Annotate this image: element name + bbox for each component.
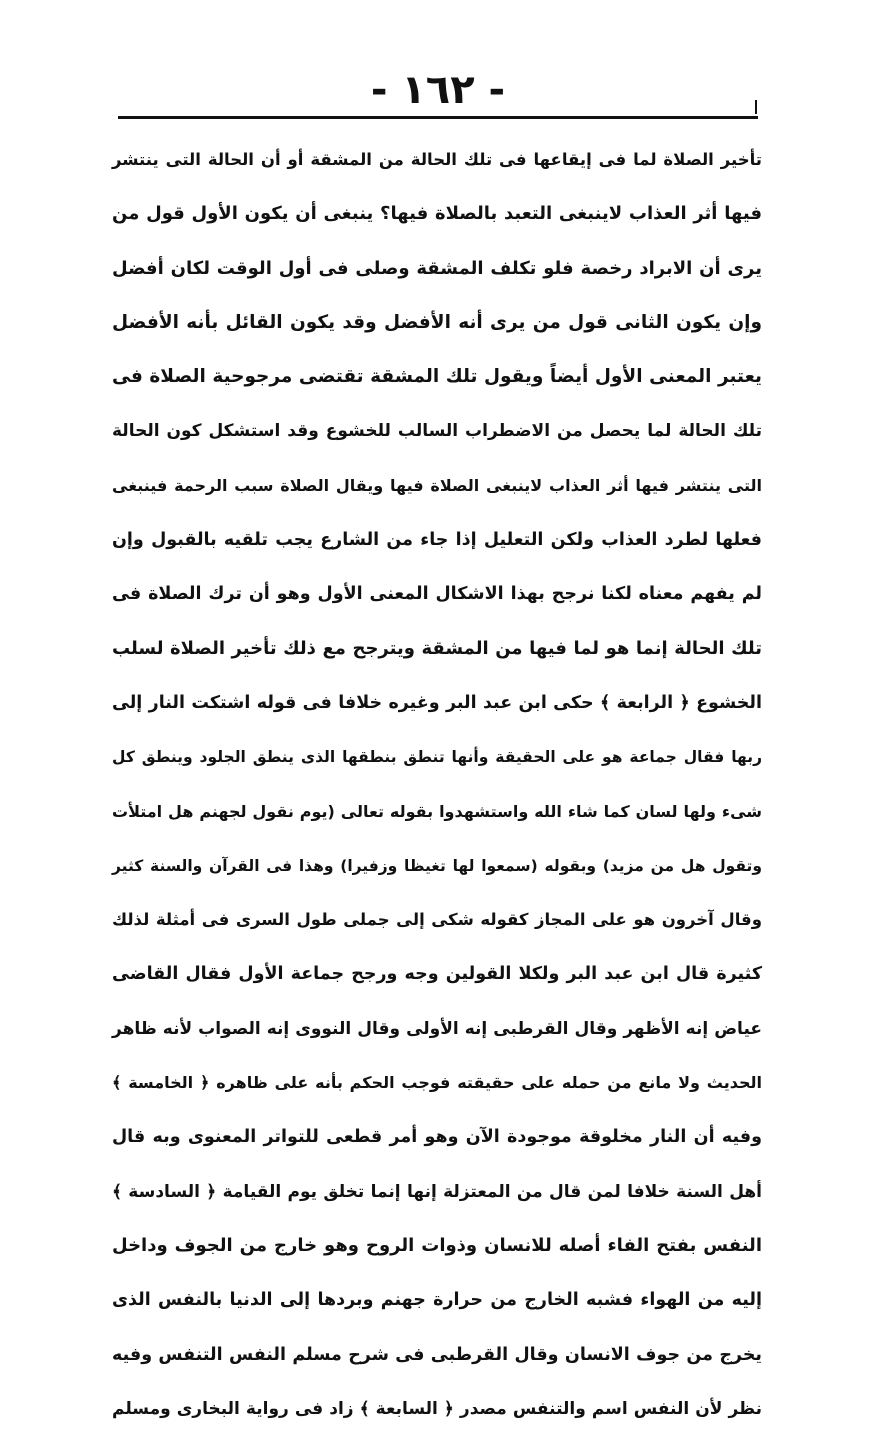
text-line: تلك الحالة لما يحصل من الاضطراب السالب للخشوع وقد استشكل كون الحالة (112, 421, 762, 442)
text-line: النفس بفتح الفاء أصله للانسان وذوات الروح وهو خارج من الجوف وداخل (112, 1234, 762, 1256)
text-line: يرى أن الابراد رخصة فلو تكلف المشقة وصلى فى أول الوقت لكان أفضل (112, 257, 762, 279)
text-line: الخشوع ﴿ الرابعة ﴾ حكى ابن عبد البر وغيره خلافا فى قوله اشتكت النار إلى (112, 692, 762, 713)
text-line: إليه من الهواء فشبه الخارج من حرارة جهنم وبردها إلى الدنيا بالنفس الذى (112, 1290, 762, 1311)
text-line: عياض إنه الأظهر وقال القرطبى إنه الأولى وقال النووى إنه الصواب لأنه ظاهر (112, 1018, 762, 1039)
text-line: وفيه أن النار مخلوقة موجودة الآن وهو أمر قطعى للتواتر المعنوى وبه قال (112, 1127, 762, 1148)
page-number: - ١٦٢ - (370, 67, 506, 113)
text-line: تلك الحالة إنما هو لما فيها من المشقة ويترجح مع ذلك تأخير الصلاة لسلب (112, 637, 762, 659)
text-line: الحديث ولا مانع من حمله على حقيقته فوجب الحكم بأنه على ظاهره ﴿ الخامسة ﴾ (112, 1073, 762, 1093)
text-line: لم يفهم معناه لكنا نرجح بهذا الاشكال المعنى الأول وهو أن ترك الصلاة فى (112, 584, 762, 605)
text-line: وقال آخرون هو على المجاز كقوله شكى إلى جملى طول السرى فى أمثلة لذلك (112, 910, 762, 930)
header-rule (118, 116, 758, 119)
header-rule-tick (755, 100, 757, 114)
text-line: يعتبر المعنى الأول أيضاً ويقول تلك المشقة تقتضى مرجوحية الصلاة فى (112, 366, 762, 388)
text-line: فيها أثر العذاب لاينبغى التعبد بالصلاة فيها؟ ينبغى أن يكون الأول قول من (112, 203, 762, 225)
text-line: التى ينتشر فيها أثر العذاب لاينبغى الصلاة فيها ويقال الصلاة سبب الرحمة فينبغى (112, 475, 762, 495)
body-text (112, 133, 762, 1436)
text-line: ربها فقال جماعة هو على الحقيقة وأنها تنطق بنطقها الذى ينطق الجلود وينطق كل (112, 748, 762, 767)
text-line: تأخير الصلاة لما فى إيقاعها فى تلك الحالة من المشقة أو أن الحالة التى ينتشر (112, 150, 762, 169)
text-line: نظر لأن النفس اسم والتنفس مصدر ﴿ السابعة ﴾ زاد فى رواية البخارى ومسلم (112, 1398, 762, 1419)
text-line: يخرج من جوف الانسان وقال القرطبى فى شرح مسلم النفس التنفس وفيه (112, 1344, 762, 1365)
text-line: وإن يكون الثانى قول من يرى أنه الأفضل وقد يكون القائل بأنه الأفضل (112, 311, 762, 333)
text-line: وتقول هل من مزيد) وبقوله (سمعوا لها تغيظا وزفيرا) وهذا فى القرآن والسنة كثير (112, 856, 762, 875)
text-line: أهل السنة خلافا لمن قال من المعتزلة إنها إنما تخلق يوم القيامة ﴿ السادسة ﴾ (112, 1181, 762, 1202)
text-line: فعلها لطرد العذاب ولكن التعليل إذا جاء من الشارع يجب تلقيه بالقبول وإن (112, 530, 762, 551)
text-line: شىء ولها لسان كما شاء الله واستشهدوا بقوله تعالى (يوم نقول لجهنم هل امتلأت (112, 801, 762, 821)
text-line: كثيرة قال ابن عبد البر ولكلا القولين وجه ورجح جماعة الأول فقال القاضى (112, 964, 762, 985)
